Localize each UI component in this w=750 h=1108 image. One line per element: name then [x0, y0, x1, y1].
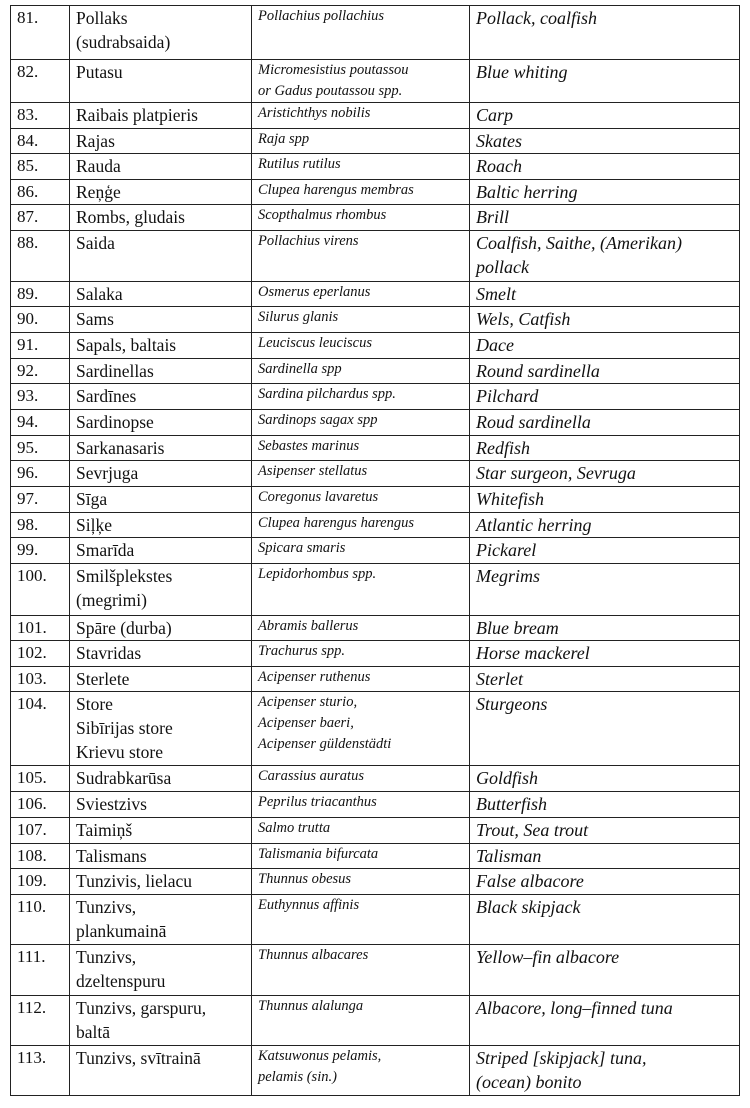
latin-name-cell [252, 410, 470, 436]
latvian-name: Sīga [76, 488, 108, 509]
latvian-name-cell [70, 384, 252, 410]
latvian-name: Rauda [76, 156, 121, 176]
latin-name: Carassius auratus [258, 768, 364, 784]
latvian-name-cell [70, 817, 252, 843]
latin-name: Scopthalmus rhombus [258, 207, 387, 223]
latvian-name: Smarīda [76, 540, 135, 560]
latin-name: Trachurus spp. [258, 643, 346, 659]
table-row [11, 666, 740, 692]
table-row [11, 486, 740, 512]
row-number-cell [11, 1045, 70, 1095]
english-name-cell [470, 563, 740, 615]
row-number: 103. [17, 668, 47, 688]
latin-name-cell [252, 538, 470, 564]
english-name-cell [470, 103, 740, 129]
latin-name-cell [252, 792, 470, 818]
fish-species-table [10, 5, 740, 1096]
latin-name: Raja spp [258, 130, 310, 147]
latvian-name-cell [70, 205, 252, 231]
row-number: 104. [17, 694, 47, 713]
row-number-cell [11, 103, 70, 129]
latvian-name-cell [70, 894, 252, 944]
row-number-cell [11, 486, 70, 512]
row-number-cell [11, 384, 70, 410]
latvian-name: Stavridas [76, 643, 142, 663]
english-name-cell [470, 894, 740, 944]
latin-name: Thunnus obesus [258, 871, 352, 887]
latin-name: Leuciscus leuciscus [258, 334, 372, 351]
latvian-name: Spāre (durba) [76, 617, 172, 638]
latin-name-cell [252, 615, 470, 641]
latvian-name: Rombs, gludais [76, 207, 185, 227]
table-row [11, 563, 740, 615]
latin-name-cell [252, 384, 470, 410]
latin-name-cell [252, 332, 470, 358]
english-name-cell [470, 792, 740, 818]
row-number: 96. [17, 463, 39, 482]
row-number: 84. [17, 130, 39, 150]
row-number-cell [11, 792, 70, 818]
latvian-name: Salaka [76, 283, 123, 304]
latvian-name-cell [70, 666, 252, 692]
latvian-name-cell [70, 128, 252, 154]
latvian-name-cell [70, 230, 252, 281]
english-name: Black skipjack [476, 896, 581, 917]
english-name: Blue bream [476, 617, 559, 638]
english-name-cell [470, 1045, 740, 1095]
english-name-cell [470, 666, 740, 692]
row-number-cell [11, 435, 70, 461]
table-row [11, 205, 740, 231]
row-number-cell [11, 817, 70, 843]
latvian-name-cell [70, 281, 252, 307]
latvian-name-cell [70, 843, 252, 869]
row-number: 94. [17, 412, 39, 431]
english-name: Horse mackerel [476, 643, 590, 663]
english-name: Smelt [476, 283, 516, 304]
latvian-name-cell [70, 944, 252, 995]
latin-name-cell [252, 103, 470, 129]
table-body [11, 6, 740, 1096]
latin-name: Thunnus albacares [258, 946, 369, 963]
row-number: 95. [17, 437, 39, 457]
row-number-cell [11, 461, 70, 487]
row-number-cell [11, 766, 70, 792]
latvian-name-cell [70, 869, 252, 895]
latin-name-cell [252, 461, 470, 487]
latvian-name: Sams [76, 309, 114, 329]
latvian-name: Store Sibīrijas store Krievu store [76, 694, 173, 762]
row-number: 110. [17, 896, 47, 916]
latin-name-cell [252, 486, 470, 512]
latin-name: Lepidorhombus spp. [258, 565, 377, 582]
table-row [11, 843, 740, 869]
table-row [11, 692, 740, 766]
english-name-cell [470, 6, 740, 60]
latin-name: Thunnus alalunga [258, 997, 364, 1014]
table-row [11, 538, 740, 564]
row-number: 86. [17, 181, 39, 201]
latin-name: Sardina pilchardus spp. [258, 386, 396, 402]
table-row [11, 410, 740, 436]
row-number: 102. [17, 643, 47, 662]
row-number: 98. [17, 514, 39, 534]
latin-name-cell [252, 1045, 470, 1095]
english-name-cell [470, 128, 740, 154]
table-row [11, 792, 740, 818]
row-number: 101. [17, 617, 47, 637]
latin-name-cell [252, 766, 470, 792]
latin-name-cell [252, 6, 470, 60]
table-row [11, 384, 740, 410]
english-name: Round sardinella [476, 360, 600, 381]
latvian-name: Tunzivs, garspuru, baltā [76, 997, 207, 1042]
latin-name: Clupea harengus harengus [258, 514, 415, 531]
row-number-cell [11, 410, 70, 436]
row-number: 108. [17, 845, 47, 865]
english-name: Wels, Catfish [476, 309, 571, 329]
latin-name-cell [252, 230, 470, 281]
english-name: Albacore, long–finned tuna [476, 997, 673, 1018]
table-row [11, 128, 740, 154]
latin-name-cell [252, 843, 470, 869]
table-row [11, 6, 740, 60]
english-name: Brill [476, 207, 510, 227]
english-name: Megrims [476, 565, 540, 586]
table-row [11, 435, 740, 461]
row-number: 82. [17, 62, 39, 81]
table-row [11, 358, 740, 384]
latin-name: Abramis ballerus [258, 617, 359, 634]
table-row [11, 641, 740, 667]
english-name: Pollack, coalfish [476, 8, 597, 28]
row-number: 109. [17, 871, 47, 890]
english-name: Blue whiting [476, 62, 568, 82]
latvian-name: Putasu [76, 62, 123, 82]
latin-name-cell [252, 307, 470, 333]
table-row [11, 817, 740, 843]
latvian-name-cell [70, 1045, 252, 1095]
latvian-name-cell [70, 615, 252, 641]
english-name: Roach [476, 156, 522, 176]
latvian-name: Sardinellas [76, 360, 154, 381]
latvian-name: Saida [76, 232, 115, 253]
row-number-cell [11, 944, 70, 995]
english-name: Roud sardinella [476, 412, 591, 432]
latin-name-cell [252, 666, 470, 692]
latvian-name: Sviestzivs [76, 794, 147, 814]
english-name: Pickarel [476, 540, 537, 560]
row-number-cell [11, 869, 70, 895]
english-name-cell [470, 358, 740, 384]
latvian-name: Sterlete [76, 668, 130, 689]
latin-name: Acipenser sturio, Acipenser baeri, Acipenser güldenstädti [258, 694, 392, 752]
table-row [11, 281, 740, 307]
latin-name-cell [252, 128, 470, 154]
latvian-name-cell [70, 358, 252, 384]
latin-name-cell [252, 179, 470, 205]
latvian-name: Pollaks (sudrabsaida) [76, 8, 171, 52]
english-name-cell [470, 205, 740, 231]
latvian-name: Sevrjuga [76, 463, 139, 483]
latin-name-cell [252, 154, 470, 180]
latvian-name: Sapals, baltais [76, 334, 177, 355]
english-name: Star surgeon, Sevruga [476, 463, 636, 483]
row-number: 100. [17, 565, 47, 585]
english-name: Skates [476, 130, 522, 151]
english-name-cell [470, 154, 740, 180]
latvian-name-cell [70, 332, 252, 358]
latvian-name: Tunzivs, plankumainā [76, 896, 167, 941]
latvian-name-cell [70, 563, 252, 615]
english-name: Pilchard [476, 386, 539, 406]
row-number-cell [11, 179, 70, 205]
latin-name-cell [252, 205, 470, 231]
row-number-cell [11, 230, 70, 281]
latin-name: Acipenser ruthenus [258, 668, 371, 685]
english-name-cell [470, 817, 740, 843]
table-row [11, 461, 740, 487]
row-number-cell [11, 128, 70, 154]
english-name-cell [470, 332, 740, 358]
english-name-cell [470, 461, 740, 487]
table-row [11, 944, 740, 995]
table-row [11, 869, 740, 895]
latvian-name-cell [70, 410, 252, 436]
table-row [11, 230, 740, 281]
latin-name-cell [252, 512, 470, 538]
table-row [11, 307, 740, 333]
row-number-cell [11, 538, 70, 564]
latvian-name: Sardīnes [76, 386, 137, 406]
latvian-name: Tunzivs, dzeltenspuru [76, 946, 166, 991]
latin-name-cell [252, 563, 470, 615]
latvian-name: Reņģe [76, 181, 121, 202]
english-name: Goldfish [476, 768, 539, 788]
latin-name: Pollachius pollachius [258, 8, 385, 24]
latvian-name-cell [70, 792, 252, 818]
english-name-cell [470, 869, 740, 895]
row-number: 89. [17, 283, 39, 303]
row-number-cell [11, 358, 70, 384]
row-number-cell [11, 60, 70, 103]
latvian-name-cell [70, 538, 252, 564]
latin-name: Asipenser stellatus [258, 463, 368, 479]
english-name: Atlantic herring [476, 514, 592, 535]
latvian-name: Tunzivis, lielacu [76, 871, 193, 891]
latin-name: Micromesistius poutassou or Gadus poutassou spp. [258, 62, 409, 99]
english-name: Coalfish, Saithe, (Amerikan) pollack [476, 232, 682, 277]
latin-name-cell [252, 435, 470, 461]
english-name: Butterfish [476, 794, 547, 814]
latin-name: Peprilus triacanthus [258, 794, 377, 810]
row-number: 97. [17, 488, 39, 508]
english-name-cell [470, 60, 740, 103]
latin-name-cell [252, 60, 470, 103]
english-name-cell [470, 692, 740, 766]
latin-name: Sardinella spp [258, 360, 342, 377]
row-number-cell [11, 512, 70, 538]
row-number: 93. [17, 386, 39, 405]
table-row [11, 512, 740, 538]
latvian-name: Sardinopse [76, 412, 154, 432]
latvian-name-cell [70, 435, 252, 461]
row-number: 87. [17, 207, 39, 226]
english-name: Sterlet [476, 668, 523, 689]
table-row [11, 179, 740, 205]
table-row [11, 103, 740, 129]
row-number: 99. [17, 540, 39, 559]
english-name: False albacore [476, 871, 584, 891]
row-number: 111. [17, 946, 46, 966]
english-name-cell [470, 843, 740, 869]
latin-name: Silurus glanis [258, 309, 339, 325]
row-number: 107. [17, 819, 47, 839]
row-number-cell [11, 995, 70, 1045]
latin-name-cell [252, 869, 470, 895]
latvian-name: Rajas [76, 130, 115, 151]
english-name: Sturgeons [476, 694, 548, 714]
english-name: Whitefish [476, 488, 544, 509]
english-name: Redfish [476, 437, 530, 458]
english-name: Striped [skipjack] tuna, (ocean) bonito [476, 1047, 647, 1092]
row-number-cell [11, 641, 70, 667]
row-number: 81. [17, 8, 39, 27]
english-name-cell [470, 995, 740, 1045]
row-number-cell [11, 843, 70, 869]
english-name-cell [470, 410, 740, 436]
table-row [11, 766, 740, 792]
latin-name-cell [252, 944, 470, 995]
latvian-name: Raibais platpieris [76, 105, 198, 125]
row-number-cell [11, 154, 70, 180]
english-name: Talisman [476, 845, 542, 866]
row-number-cell [11, 281, 70, 307]
english-name-cell [470, 538, 740, 564]
row-number-cell [11, 692, 70, 766]
latin-name: Sardinops sagax spp [258, 412, 378, 428]
table-row [11, 154, 740, 180]
latin-name: Sebastes marinus [258, 437, 360, 454]
latvian-name: Sarkanasaris [76, 437, 165, 458]
row-number-cell [11, 615, 70, 641]
row-number: 92. [17, 360, 39, 380]
latin-name: Rutilus rutilus [258, 156, 341, 172]
latvian-name: Talismans [76, 845, 147, 866]
latvian-name-cell [70, 461, 252, 487]
latvian-name-cell [70, 179, 252, 205]
latin-name-cell [252, 894, 470, 944]
row-number-cell [11, 894, 70, 944]
latvian-name-cell [70, 766, 252, 792]
english-name: Trout, Sea trout [476, 819, 589, 840]
english-name-cell [470, 615, 740, 641]
row-number-cell [11, 6, 70, 60]
english-name: Baltic herring [476, 181, 578, 202]
english-name-cell [470, 230, 740, 281]
latvian-name-cell [70, 154, 252, 180]
english-name-cell [470, 384, 740, 410]
latvian-name-cell [70, 307, 252, 333]
english-name: Dace [476, 334, 514, 355]
latvian-name-cell [70, 486, 252, 512]
row-number: 105. [17, 768, 47, 787]
latin-name: Katsuwonus pelamis, pelamis (sin.) [258, 1047, 382, 1085]
latvian-name: Tunzivs, svītrainā [76, 1047, 201, 1068]
latvian-name-cell [70, 103, 252, 129]
latin-name-cell [252, 692, 470, 766]
row-number-cell [11, 563, 70, 615]
row-number: 91. [17, 334, 39, 354]
latin-name: Talismania bifurcata [258, 845, 379, 862]
latin-name: Aristichthys nobilis [258, 105, 371, 121]
latin-name-cell [252, 817, 470, 843]
latin-name-cell [252, 281, 470, 307]
row-number-cell [11, 666, 70, 692]
row-number: 88. [17, 232, 39, 252]
english-name-cell [470, 512, 740, 538]
latin-name: Spicara smaris [258, 540, 346, 556]
row-number-cell [11, 332, 70, 358]
latvian-name: Sudrabkarūsa [76, 768, 172, 788]
english-name-cell [470, 486, 740, 512]
latvian-name-cell [70, 692, 252, 766]
latin-name: Euthynnus affinis [258, 896, 360, 913]
latvian-name: Siļķe [76, 514, 112, 535]
latvian-name-cell [70, 641, 252, 667]
latvian-name-cell [70, 512, 252, 538]
latin-name-cell [252, 995, 470, 1045]
table-row [11, 995, 740, 1045]
table-row [11, 1045, 740, 1095]
row-number-cell [11, 307, 70, 333]
latvian-name-cell [70, 995, 252, 1045]
english-name-cell [470, 435, 740, 461]
row-number: 85. [17, 156, 39, 175]
english-name: Yellow–fin albacore [476, 946, 620, 967]
row-number: 90. [17, 309, 39, 328]
latin-name: Coregonus lavaretus [258, 488, 379, 505]
row-number: 112. [17, 997, 47, 1017]
table-row [11, 615, 740, 641]
latin-name: Clupea harengus membras [258, 181, 414, 198]
latvian-name: Smilšplekstes (megrimi) [76, 565, 173, 610]
english-name: Carp [476, 105, 514, 125]
row-number: 83. [17, 105, 39, 124]
latvian-name: Taimiņš [76, 819, 133, 840]
latvian-name-cell [70, 6, 252, 60]
latvian-name-cell [70, 60, 252, 103]
english-name-cell [470, 281, 740, 307]
latin-name: Osmerus eperlanus [258, 283, 371, 300]
table-row [11, 332, 740, 358]
table-row [11, 894, 740, 944]
english-name-cell [470, 641, 740, 667]
row-number-cell [11, 205, 70, 231]
table-row [11, 60, 740, 103]
row-number: 113. [17, 1047, 47, 1067]
english-name-cell [470, 307, 740, 333]
english-name-cell [470, 179, 740, 205]
latin-name-cell [252, 641, 470, 667]
latin-name: Salmo trutta [258, 819, 331, 836]
english-name-cell [470, 944, 740, 995]
latin-name-cell [252, 358, 470, 384]
latin-name: Pollachius virens [258, 232, 359, 249]
english-name-cell [470, 766, 740, 792]
row-number: 106. [17, 794, 47, 813]
